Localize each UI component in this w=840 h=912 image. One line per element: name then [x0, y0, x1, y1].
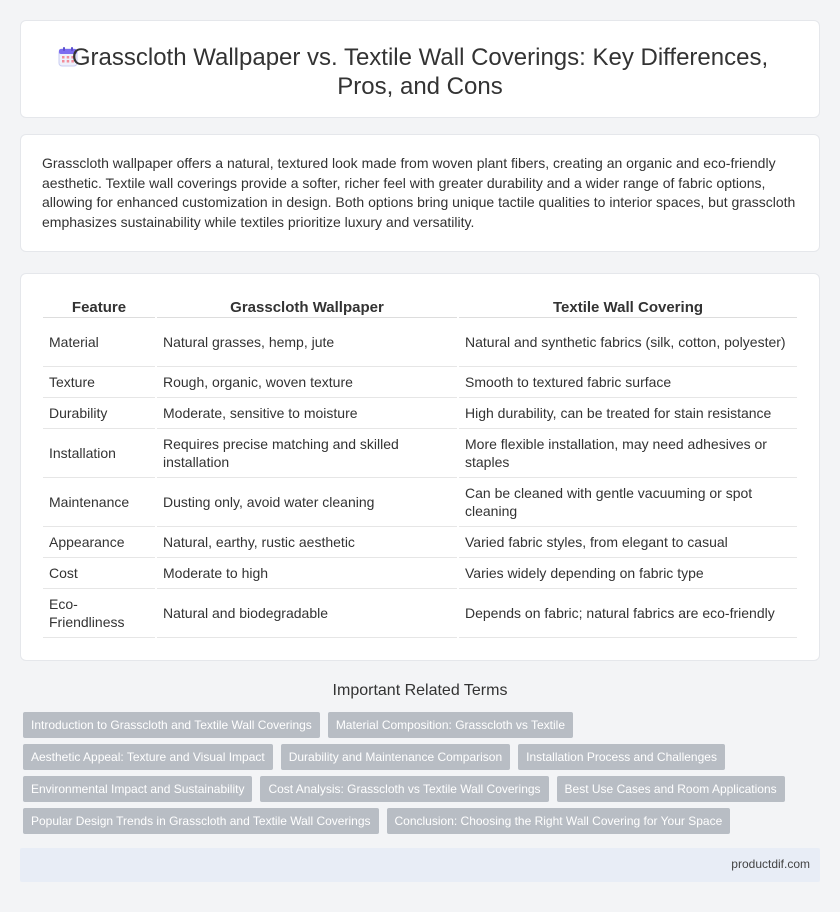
column-header: Feature [43, 296, 155, 318]
table-cell: Natural grasses, hemp, jute [157, 318, 457, 367]
table-cell: Smooth to textured fabric surface [459, 367, 797, 398]
related-term-tag[interactable]: Material Composition: Grasscloth vs Textile [328, 712, 573, 738]
table-cell: Requires precise matching and skilled installation [157, 429, 457, 478]
table-cell: Cost [43, 558, 155, 589]
related-term-tag[interactable]: Installation Process and Challenges [518, 744, 725, 770]
table-row [43, 318, 797, 367]
table-cell: Installation [43, 429, 155, 478]
footer-site-link[interactable]: productdif.com [731, 857, 810, 871]
related-term-tag[interactable]: Cost Analysis: Grasscloth vs Textile Wall Coverings [260, 776, 548, 802]
comparison-table-card [20, 273, 820, 661]
page-title-line1: Grasscloth Wallpaper vs. Textile Wall Coverings: Key Differences, [71, 44, 769, 71]
table-cell: Moderate to high [157, 558, 457, 589]
table-row [43, 398, 797, 429]
table-cell: Material [43, 318, 155, 367]
related-term-tag[interactable]: Popular Design Trends in Grasscloth and Textile Wall Coverings [23, 808, 379, 834]
column-header: Grasscloth Wallpaper [157, 296, 457, 318]
comparison-table [41, 296, 799, 638]
table-cell: Durability [43, 398, 155, 429]
table-cell: Dusting only, avoid water cleaning [157, 478, 457, 527]
table-cell: Varied fabric styles, from elegant to casual [459, 527, 797, 558]
table-cell: Natural and biodegradable [157, 589, 457, 638]
footer [20, 848, 820, 882]
related-term-tag[interactable]: Durability and Maintenance Comparison [281, 744, 510, 770]
title-card [20, 20, 820, 118]
table-cell: High durability, can be treated for stain resistance [459, 398, 797, 429]
table-cell: Texture [43, 367, 155, 398]
table-cell: Natural and synthetic fabrics (silk, cotton, polyester) [459, 318, 797, 367]
table-row [43, 367, 797, 398]
table-cell: Appearance [43, 527, 155, 558]
intro-card [20, 134, 820, 252]
table-cell: More flexible installation, may need adhesives or staples [459, 429, 797, 478]
table-row [43, 429, 797, 478]
related-term-tag[interactable]: Environmental Impact and Sustainability [23, 776, 252, 802]
related-term-tag[interactable]: Best Use Cases and Room Applications [557, 776, 785, 802]
table-cell: Rough, organic, woven texture [157, 367, 457, 398]
table-cell: Moderate, sensitive to moisture [157, 398, 457, 429]
related-terms-title: Important Related Terms [332, 682, 508, 699]
related-terms-list [23, 712, 823, 840]
page-title [21, 43, 819, 101]
table-row [43, 478, 797, 527]
related-term-tag[interactable]: Aesthetic Appeal: Texture and Visual Impact [23, 744, 273, 770]
related-term-tag[interactable]: Introduction to Grasscloth and Textile Wall Coverings [23, 712, 320, 738]
table-cell: Can be cleaned with gentle vacuuming or spot cleaning [459, 478, 797, 527]
related-term-tag[interactable]: Conclusion: Choosing the Right Wall Covering for Your Space [387, 808, 731, 834]
intro-paragraph: Grasscloth wallpaper offers a natural, textured look made from woven plant fibers, creating an organic and eco-friendly aesthetic. Textile wall coverings provide a softer, richer feel with greater durability and a wider range of fabric options, allowing for enhanced customization in design. Both options bring unique tactile qualities to interior spaces, but grasscloth emphasizes sustainability while textiles prioritize luxury and versatility. [42, 155, 796, 230]
table-row [43, 558, 797, 589]
page-title-line2: Pros, and Cons [337, 73, 503, 100]
table-cell: Depends on fabric; natural fabrics are eco-friendly [459, 589, 797, 638]
table-cell: Eco-Friendliness [43, 589, 155, 638]
table-row [43, 527, 797, 558]
table-header-row [43, 296, 797, 318]
table-cell: Varies widely depending on fabric type [459, 558, 797, 589]
table-cell: Maintenance [43, 478, 155, 527]
column-header: Textile Wall Covering [459, 296, 797, 318]
table-row [43, 589, 797, 638]
table-cell: Natural, earthy, rustic aesthetic [157, 527, 457, 558]
